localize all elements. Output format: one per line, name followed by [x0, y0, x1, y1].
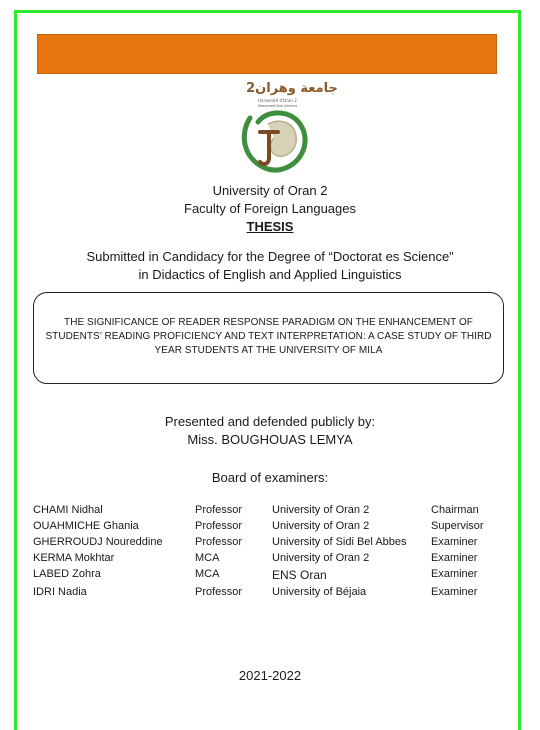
examiner-name: IDRI Nadia [33, 586, 87, 598]
examiner-rank: Professor [195, 520, 243, 532]
examiner-university: University of Oran 2 [272, 504, 370, 516]
examiner-role: Examiner [431, 536, 478, 548]
examiner-role: Chairman [431, 504, 479, 516]
examiner-rank: Professor [195, 586, 243, 598]
academic-year: 2021-2022 [238, 668, 302, 683]
table-row [33, 520, 503, 536]
examiner-rank: MCA [195, 552, 220, 564]
examiner-university: University of Béjaia [272, 586, 367, 598]
university-name: University of Oran 2 [212, 183, 328, 198]
candidacy-line-2: in Didactics of English and Applied Linguistics [138, 267, 402, 282]
logo-latin-text-1: Université d'Oran 2 [258, 98, 297, 103]
board-heading: Board of examiners: [211, 470, 329, 485]
examiner-university: University of Sidi Bel Abbes [272, 536, 407, 548]
logo-arabic-text: جامعة وهران2 [246, 81, 338, 96]
examiner-role: Examiner [431, 552, 478, 564]
thesis-title [45, 316, 491, 358]
table-row [33, 584, 503, 606]
university-logo [220, 78, 338, 176]
header-banner [37, 34, 497, 74]
examiner-name: LABED Zohra [33, 568, 101, 580]
table-row [33, 536, 503, 552]
logo-mascot-shape-icon [268, 121, 296, 156]
examiner-name: GHERROUDJ Noureddine [33, 536, 163, 548]
faculty-name: Faculty of Foreign Languages [184, 201, 356, 216]
table-row [33, 504, 503, 520]
thesis-title-line-3: YEAR STUDENTS AT THE UNIVERSITY OF MILA [154, 345, 383, 356]
examiner-rank: Professor [195, 504, 243, 516]
examiner-university: ENS Oran [272, 568, 327, 582]
table-row [33, 552, 503, 568]
document-type: THESIS [246, 219, 294, 234]
examiner-university: University of Oran 2 [272, 520, 370, 532]
presented-by-label: Presented and defended publicly by: [164, 414, 376, 429]
examiner-name: CHAMI Nidhal [33, 504, 103, 516]
examiner-university: University of Oran 2 [272, 552, 370, 564]
thesis-title-line-1: THE SIGNIFICANCE OF READER RESPONSE PARADIGM ON THE ENHANCEMENT OF [64, 317, 473, 328]
examiner-rank: MCA [195, 568, 220, 580]
table-row [33, 568, 503, 584]
examiner-role: Examiner [431, 586, 478, 598]
examiner-role: Supervisor [431, 520, 484, 532]
examiner-rank: Professor [195, 536, 243, 548]
candidacy-line-1: Submitted in Candidacy for the Degree of “Doctorat es Science” [86, 249, 454, 264]
board-of-examiners-table [33, 504, 503, 606]
thesis-title-box [33, 292, 504, 384]
presenter-name: Miss. BOUGHOUAS LEMYA [187, 432, 353, 447]
examiner-name: OUAHMICHE Ghania [33, 520, 139, 532]
thesis-title-line-2: STUDENTS’ READING PROFICIENCY AND TEXT INTERPRETATION: A CASE STUDY OF THIRD [45, 331, 492, 342]
logo-latin-text-2: Mohamed Ben Ahmed [258, 104, 297, 108]
examiner-name: KERMA Mokhtar [33, 552, 115, 564]
examiner-role: Examiner [431, 568, 478, 580]
